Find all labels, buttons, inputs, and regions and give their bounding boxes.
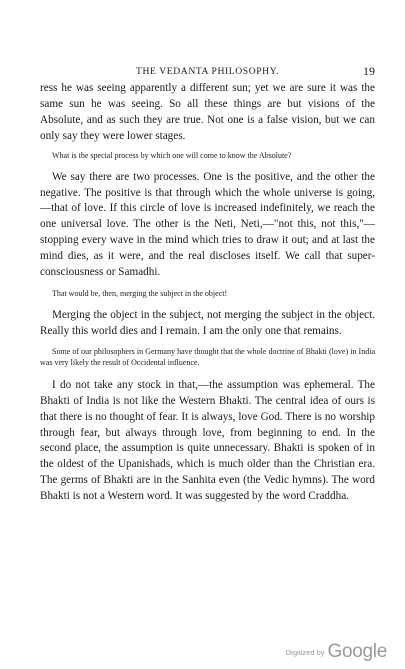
running-head: [40, 64, 375, 80]
answer-paragraph-2: We say there are two processes. One is the positive, and the other the negative. The positive is that through which the whole universe is going,—that of love. If this circle of love is increased indefinitely, we reach the one universal love. The other is the Neti, Neti,—"not this, not this,"—stopping every wave in the mind which tries to draw it out; and at last the mind dies, as it were, and the real discloses itself. We call that super-consciousness or Samadhi.: [40, 170, 375, 279]
answer-paragraph-3: Merging the object in the subject, not merging the subject in the object. Really this world dies and I remain. I am the only one that remains.: [40, 308, 375, 337]
body-text: [40, 81, 375, 505]
answer-paragraph-1: ress he was seeing apparently a different sun; yet we are sure it was the same sun he was seeing. So all these things are but visions of the Absolute, and as such they are true. Not one is a false vision, but we can only say they were lower stages.: [40, 82, 375, 142]
answer-paragraph-4: I do not take any stock in that,—the assumption was ephemeral. The Bhakti of India is not like the Western Bhakti. The central idea of ours is that there is no thought of fear. It is always, love God. There is no worship through fear, but always through love, from beginning to end. In the second place, the assumption is quite unnecessary. Bhakti is spoken of in the oldest of the Upanishads, which is much older than the Christian era. The germs of Bhakti are in the Sanhita even (the Vedic hymns). The word Bhakti is not a Western word. It was suggested by the word Craddha.: [40, 378, 375, 503]
question-3: Some of our philosophers in Germany have thought that the whole doctrine of Bhakti (love) in India was very likely the result of Occidental influence.: [40, 346, 375, 367]
digitized-by-text: Digitized by: [285, 648, 325, 657]
question-2: That would be, then, merging the subject in the object!: [52, 288, 228, 298]
digitized-by-watermark: [286, 641, 387, 663]
google-logo: Google: [327, 641, 387, 662]
running-title: THE VEDANTA PHILOSOPHY.: [136, 66, 279, 77]
question-1: What is the special process by which one will come to know the Absolute?: [52, 150, 292, 160]
page-number: 19: [363, 64, 375, 78]
